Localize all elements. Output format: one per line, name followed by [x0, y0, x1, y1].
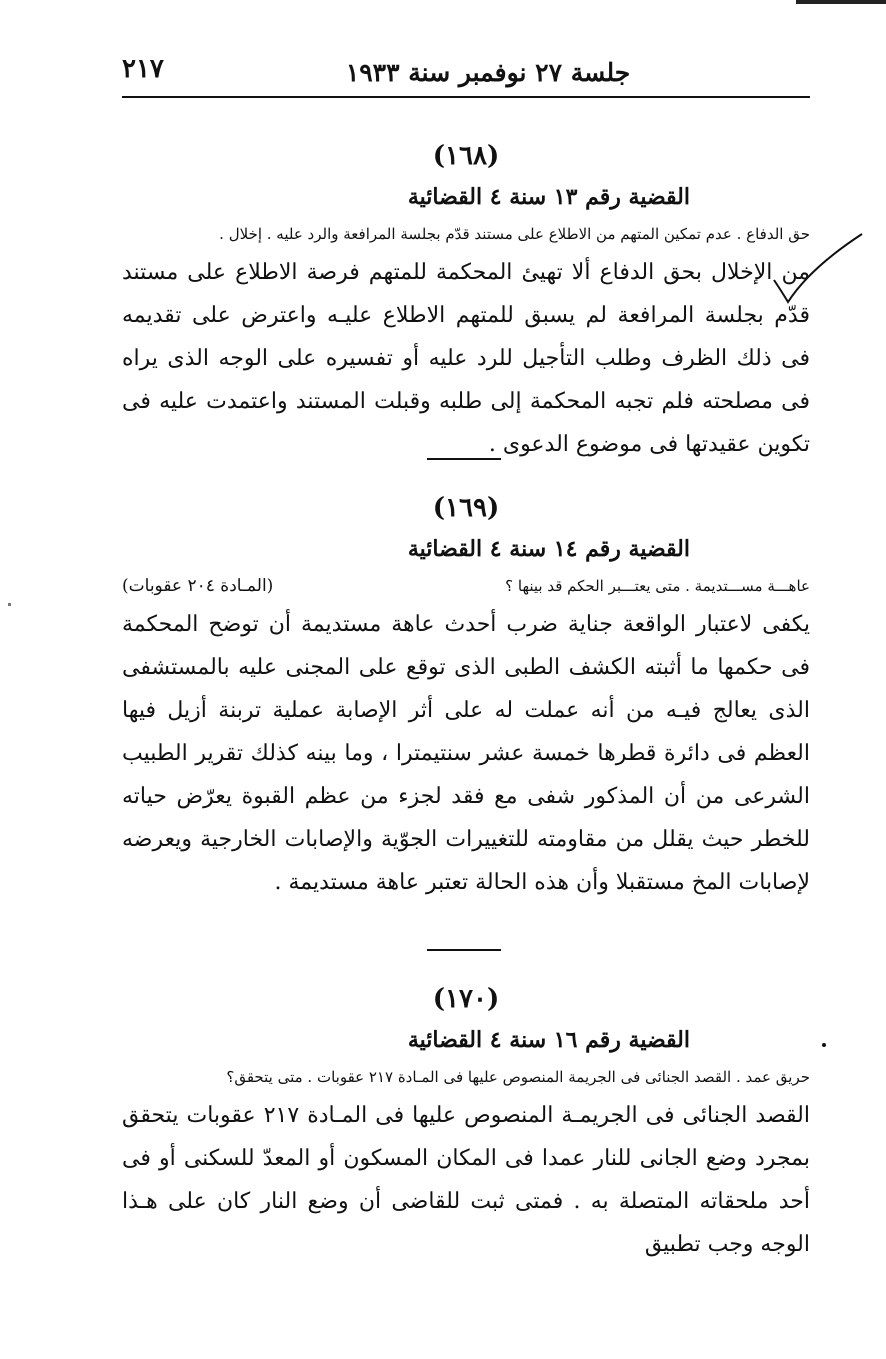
section-separator [427, 458, 501, 460]
page-number: ٢١٧ [122, 54, 164, 84]
scan-speck [8, 603, 11, 606]
case-body: يكفى لاعتبار الواقعة جناية ضرب أحدث عاهة مستديمة أن توضح المحكمة فى حكمها ما أثبته الكشف الطبى الذى توقع على المجنى عليه بالمستشفى الذى يعالج فيـه من أنه عملت له على أثر الإصابة عملية تربنة أزيل فيها العظم فى دائرة قطرها خمسة عشر سنتيمترا ، وما بينه كذلك تقرير الطبيب الشرعى من أن المذكور شفى مع فقد لجزء من عظم القبوة يعرّض حياته للخطر حيث يقلل من مقاومته للتغييرات الجوّية والإصابات الخارجية ويعرضه لإصابات المخ مستقبلا وأن هذه الحالة تعتبر عاهة مستديمة . [122, 612, 810, 895]
case-number: (١٦٨) [432, 141, 500, 171]
case-title: القضية رقم ١٦ سنة ٤ القضائية [407, 1027, 690, 1053]
case-title: القضية رقم ١٤ سنة ٤ القضائية [407, 536, 690, 562]
case-body: من الإخلال بحق الدفاع ألا تهيئ المحكمة للمتهم فرصة الاطلاع على مستند قدّم بجلسة المرافعة لم يسبق للمتهم الاطلاع عليـه واعترض على تقديمه فى ذلك الظرف وطلب التأجيل للرد عليه أو تفسيره على الوجه الذى يراه فى مصلحته فلم تجبه المحكمة إلى طلبه وقبلت المستند واعتمدت عليه فى تكوين عقيدتها فى موضوع الدعوى . [122, 260, 810, 457]
law-article-reference: (المـادة ٢٠٤ عقوبات) [122, 576, 274, 596]
header-title: جلسة ٢٧ نوفمبر سنة ١٩٣٣ [345, 57, 631, 87]
margin-dot [822, 1043, 826, 1047]
abstract-text: حق الدفاع . عدم تمكين المتهم من الاطلاع على مستند قدّم بجلسة المرافعة والرد عليه . إخلال . [219, 225, 810, 243]
case-section-170 [122, 978, 810, 1266]
section-separator [427, 949, 501, 951]
case-abstract [122, 1060, 810, 1094]
abstract-text: عاهـــة مســـتديمة . متى يعتـــبر الحكم قد بينها ؟ [505, 577, 810, 595]
case-abstract [122, 217, 810, 251]
abstract-text: حريق عمد . القصد الجنائى فى الجريمة المنصوص عليها فى المـادة ٢١٧ عقوبات . متى يتحقق؟ [226, 1068, 810, 1086]
case-title: القضية رقم ١٣ سنة ٤ القضائية [407, 184, 690, 210]
case-number: (١٦٩) [432, 493, 500, 523]
scan-edge-mark [796, 0, 886, 4]
case-section-169 [122, 487, 810, 904]
case-number: (١٧٠) [432, 984, 500, 1014]
case-body: القصد الجنائى فى الجريمـة المنصوص عليها فى المـادة ٢١٧ عقوبات يتحقق بمجرد وضع الجانى للنار عمدا فى المكان المسكون أو المعدّ للسكنى أو فى أحد ملحقاته المتصلة به . فمتى ثبت للقاضى أن وضع النار كان على هـذا الوجه وجب تطبيق [122, 1103, 810, 1257]
page-header [122, 50, 764, 94]
handwritten-check-mark [770, 228, 866, 308]
header-rule [122, 96, 810, 98]
case-abstract [122, 569, 810, 603]
case-section-168 [122, 135, 810, 466]
